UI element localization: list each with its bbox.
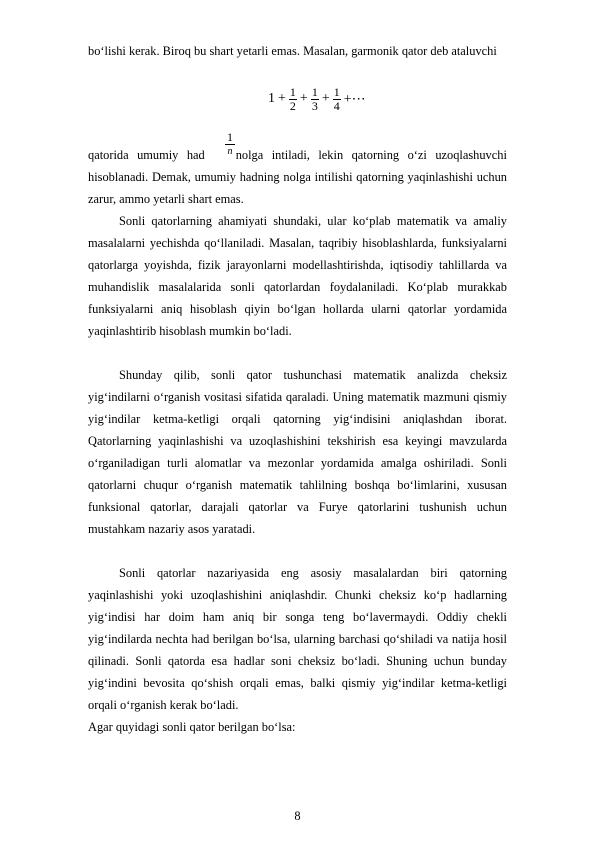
- fraction-numerator: 1: [311, 84, 318, 99]
- word: uzoqlashuvchi: [435, 148, 507, 162]
- word: intiladi,: [271, 148, 310, 162]
- formula-plus: +: [299, 91, 308, 106]
- formula-fraction: [311, 86, 319, 113]
- word: qatorning: [351, 148, 400, 162]
- paragraph-2: Sonli qatorlarning ahamiyati shundaki, ular ko‘plab matematik va amaliy masalalarni yechishda qo‘llaniladi. Masalan, taqribiy hisoblashlarda, funksiyalarni qatorlarga yoyishda, fizik jarayonlarni modellashtirishda, iqtisodiy tahlillarda va muhandislik masalalarida sonli qatorlardan foydalaniladi. Ko‘plab murakkab funksiyalarni aniq hisoblash qiyin bo‘lgan hollarda ularni qatorlar yordamida yaqinlashtirib hisoblash mumkin bo‘ladi.: [88, 214, 507, 338]
- last-line: Agar quyidagi sonli qator berilgan bo‘lsa:: [88, 720, 296, 734]
- formula-plus: +: [321, 91, 330, 106]
- justified-line: [88, 144, 507, 166]
- harmonic-series-formula: [268, 79, 367, 119]
- word: had: [186, 148, 205, 162]
- word: o‘zi: [407, 148, 427, 162]
- formula-plus: +: [278, 91, 286, 106]
- intro-line: bo‘lishi kerak. Biroq bu shart yetarli emas. Masalan, garmonik qator deb ataluvchi: [88, 44, 497, 58]
- fraction-denominator: 3: [311, 98, 318, 113]
- formula-fraction: [333, 86, 341, 113]
- paragraph-3: Shunday qilib, sonli qator tushunchasi matematik analizda cheksiz yig‘indilarni o‘rganish vositasi sifatida qaraladi. Uning matematik mazmuni qismiy yig‘indilar ketma-ketligi orqali qatorning yig‘indisini aniqlashdan iborat. Qatorlarning yaqinlashishi va uzoqlashishini tekshirish esa keyingi mavzularda o‘rganiladigan turli alomatlar va mezonlar yordamida amalga oshiriladi. Sonli qatorlarni chuqur o‘rganish matematik tahlilning boshqa bo‘limlarini, xususan funksional qatorlar, darajali qatorlar va Furye qatorlarini tushunish uchun mustahkam nazariy asos yaratadi.: [88, 368, 507, 536]
- fraction-numerator: 1: [227, 130, 233, 144]
- paragraph-4: Sonli qatorlar nazariyasida eng asosiy masalalardan biri qatorning yaqinlashishi yoki uzoqlashishini aniqlashdir. Chunki cheksiz ko‘p hadlarning yig‘indisi har doim ham aniq bir songa teng bo‘lavermaydi. Oddiy chekli yig‘indilarda nechta had berilgan bo‘lsa, ularning barchasi qo‘shiladi va natija hosil qilinadi. Sonli qatorda esa hadlar soni cheksiz bo‘ladi. Shuning uchun bunday yig‘indini bevosita qo‘shish orqali emas, balki qismiy yig‘indilar ketma-ketligi orqali o‘rganish kerak bo‘ladi.: [88, 566, 507, 712]
- word: nolga: [235, 148, 264, 162]
- fraction-numerator: 1: [289, 84, 296, 99]
- fraction-numerator: 1: [333, 84, 340, 99]
- page-number: 8: [294, 809, 301, 823]
- formula-fraction: [289, 86, 297, 113]
- formula-lead: 1: [268, 91, 275, 106]
- fraction-denominator: 4: [333, 98, 340, 113]
- paragraph-1-continuation: hisoblanadi. Demak, umumiy hadning nolga intilishi qatorning yaqinlashishi uchun zarur, ammo yetarli shart emas.: [88, 170, 507, 206]
- fraction-denominator: 2: [289, 98, 296, 113]
- word: umumiy: [137, 148, 179, 162]
- word: qatorida: [88, 148, 129, 162]
- fraction-spacer: [213, 144, 227, 166]
- fraction-denominator: n: [227, 146, 233, 157]
- word: lekin: [318, 148, 344, 162]
- formula-tail: +⋯: [343, 91, 366, 107]
